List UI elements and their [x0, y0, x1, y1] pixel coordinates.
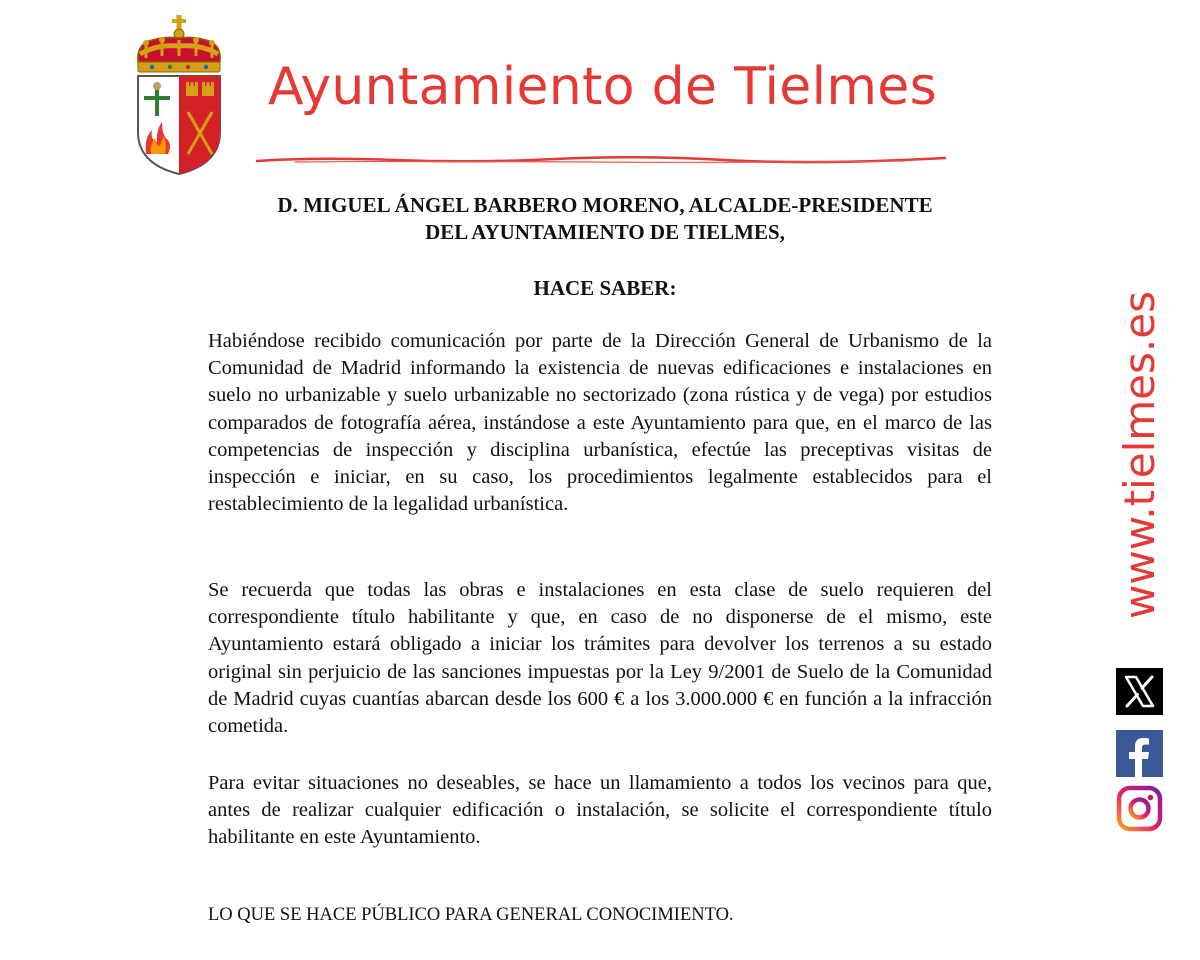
coat-of-arms-icon — [132, 14, 226, 178]
header-underline — [255, 150, 947, 168]
heading-line: DEL AYUNTAMIENTO DE TIELMES, — [425, 220, 785, 244]
document-heading — [205, 192, 1005, 246]
closing-statement: LO QUE SE HACE PÚBLICO PARA GENERAL CONOCIMIENTO. — [208, 905, 734, 925]
website-link[interactable]: www.tielmes.es — [1115, 291, 1164, 619]
body-paragraph: Para evitar situaciones no deseables, se hace un llamamiento a todos los vecinos para que, antes de realizar cualquier edificación o instalación, se solicite el correspondiente título habilitante en este Ayuntamiento. — [208, 772, 992, 849]
body-paragraph: Se recuerda que todas las obras e instalaciones en esta clase de suelo requieren del correspondiente título habilitante y que, en caso de no disponerse de el mismo, este Ayuntamiento estará obligado a iniciar los trámites para devolver los terrenos a su estado original sin perjuicio de las sanciones impuestas por la Ley 9/2001 de Suelo de la Comunidad de Madrid cuyas cuantías abarcan desde los 600 € a los 3.000.000 € en función a la infracción cometida. — [208, 579, 992, 738]
heading-line: D. MIGUEL ÁNGEL BARBERO MORENO, ALCALDE-PRESIDENTE — [277, 193, 933, 217]
document-subheading: HACE SABER: — [533, 276, 677, 300]
body-paragraph: Habiéndose recibido comunicación por parte de la Dirección General de Urbanismo de la Comunidad de Madrid informando la existencia de nuevas edificaciones e instalaciones en suelo no urbanizable y suelo urbanizable no sectorizado (zona rústica y de vega) por estudios comparados de fotografía aérea, instándose a este Ayuntamiento para que, en el marco de las competencias de inspección y disciplina urbanística, efectúe las preceptivas visitas de inspección e iniciar, en su caso, los procedimientos legalmente establecidos para el restablecimiento de la legalidad urbanística. — [208, 330, 992, 516]
x-icon[interactable] — [1116, 668, 1163, 715]
instagram-icon[interactable] — [1116, 785, 1163, 832]
facebook-icon[interactable] — [1116, 730, 1163, 777]
organization-title: Ayuntamiento de Tielmes — [268, 57, 937, 117]
